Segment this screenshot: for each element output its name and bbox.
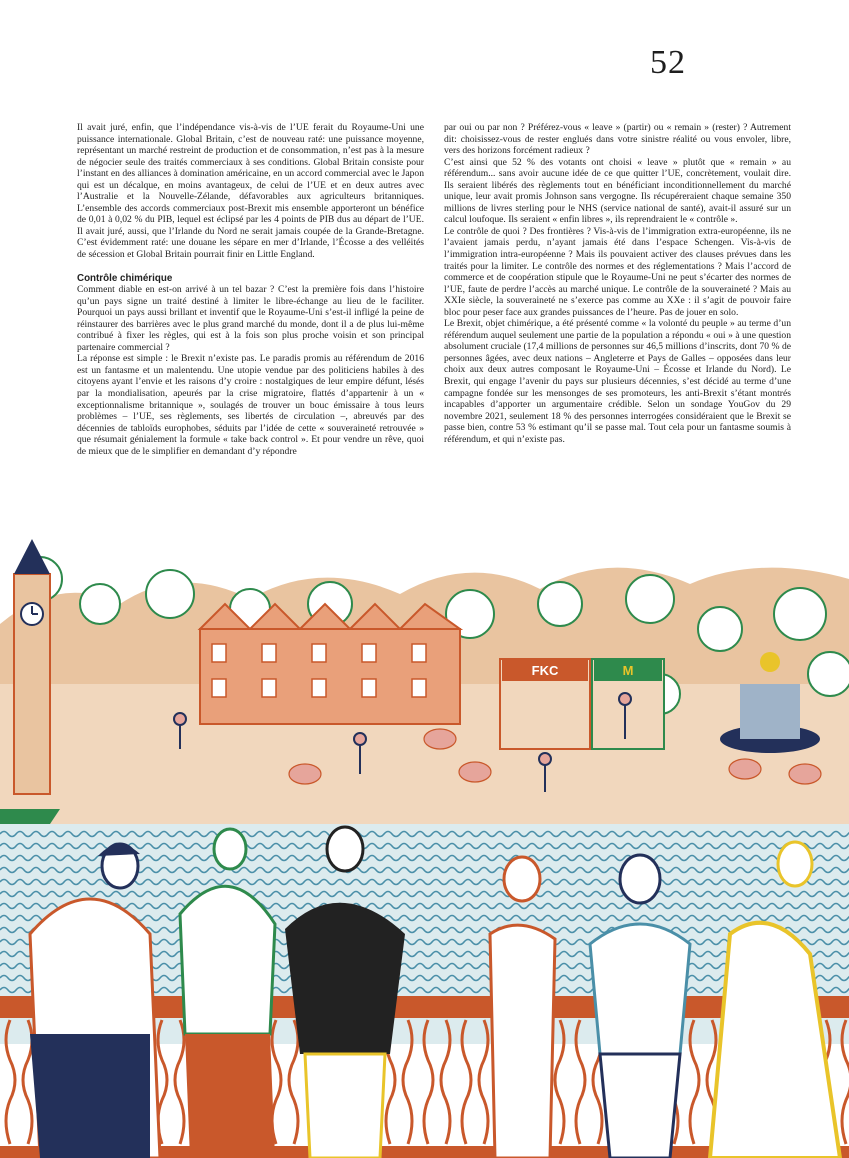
paragraph: C’est ainsi que 52 % des votants ont choisi « leave » plutôt que « remain » au référendum... sans avoir aucune idée de ce que quitter l’UE, concrètement, voulait dire. Ils seraient libérés des règlements tout en bénéficiant inconditionnellement du marché unique, leur avait promis Johnson sans vergogne. Ils récupéreraient chaque semaine 350 millions de livres sterling pour le NHS (service national de santé), avait-il assuré sur un calcul loufoque. Ils seraient « enfin libres », ils reprendraient le « contrôle ». — [444, 156, 791, 226]
shop-fkc-sign: FKC — [531, 663, 559, 678]
terraced-houses — [200, 604, 460, 724]
paragraph: La réponse est simple : le Brexit n’existe pas. Le paradis promis au référendum de 2016 est un fantasme et un malentendu. Une utopie vendue par des politiciens habiles à des citoyens ayant l’envie et les raisons d’y croire : nostalgiques de leur empire défunt, lésés par la mondialisation, apeurés par la crise migratoire, flattés d’appartenir à un « exceptionnalisme britannique », soulagés de trouver un bouc émissaire à tous leurs problèmes – l’UE, ses règlements, ses libertés de circulation –, abreuvés par des décennies de tabloïds europhobes, séduits par l’idée de cette « souveraineté retrouvée » que résumait génialement la formule « take back control ». Et pour vendre un rêve, quoi de mieux que de le simplifier en demandant d’y répondre — [77, 353, 424, 457]
big-ben — [14, 539, 50, 794]
illustration — [0, 534, 849, 1158]
article-column-right — [444, 122, 791, 445]
shop-fkc — [500, 659, 590, 749]
article-column-left — [77, 122, 424, 457]
paragraph: Comment diable en est-on arrivé à un tel bazar ? C’est la première fois dans l’histoire qu’un pays signe un traité destiné à limiter le libre-échange au lieu de le faciliter. Pourquoi un pays aussi brillant et inventif que le Royaume-Uni s’est-il infligé la peine de réinstaurer des barrières avec le plus grand marché du monde, dont il a de plus lui-même contribué à fixer les règles, qui est à la fois son plus proche voisin et son principal partenaire commercial ? — [77, 284, 424, 353]
paragraph: par oui ou par non ? Préférez-vous « leave » (partir) ou « remain » (rester) ? Autrement dit: choisissez-vous de rester englués dans votre sinistre réalité ou vous envoler, libre, vers des horizons forcément radieux ? — [444, 122, 791, 157]
shop-m-sign: M — [622, 663, 634, 678]
paragraph: Il avait juré, enfin, que l’indépendance vis-à-vis de l’UE ferait du Royaume-Uni une puissance internationale. Global Britain, c’est de nouveau raté: une puissance moyenne, représentant un marché restreint de production et de consommation, n’est pas à la mesure de négocier seule des traités commerciaux à ses conditions. Global Britain consiste pour l’instant en des alliances à domination américaine, en un accord commercial avec le Japon qui est un décalque, en moins avantageux, de celui de l’UE et en deux autres avec l’Australie et la Nouvelle-Zélande, défavorables aux agriculteurs britanniques. L’ensemble des accords commerciaux post-Brexit mis ensemble apporteront un bénéfice de 0,01 à 0,02 % du PIB, lequel est éclipsé par les 4 points de PIB dus au départ de l’UE. Il avait juré, aussi, que l’Irlande du Nord ne serait jamais coupée de la Grande-Bretagne. C’est évidemment raté: une douane les sépare en mer d’Irlande, l’Écosse a des velléités de sécession et Global Britain pourrait finir en Little England. — [77, 122, 424, 261]
illustration-svg — [0, 534, 849, 1158]
page-number: 52 — [650, 44, 686, 81]
paragraph: Le contrôle de quoi ? Des frontières ? Vis-à-vis de l’immigration extra-européenne, ils ne l’avaient jamais perdu, n’ayant jamais été dans l’espace Schengen. Vis-à-vis de l’immigration intra-européenne ? Mais ils pouvaient activer des clauses prévues dans les traités pour la limiter. Le contrôle des normes et des réglementations ? Mais l’accord de commerce et de coopération stipule que le Royaume-Uni ne peut s’écarter des normes de l’UE, faute de perdre l’accès au marché unique. Le contrôle de la souveraineté ? Mais au XXIe siècle, la souveraineté ne s’exerce pas comme au XXe : il s’agit de pouvoir faire bloc pour peser face aux grandes puissances de l’heure. Pas de jouer en solo. — [444, 225, 791, 318]
subheading: Contrôle chimérique — [77, 272, 173, 284]
paragraph: Le Brexit, objet chimérique, a été présenté comme « la volonté du peuple » au terme d’un référendum auquel seulement une partie de la population a répondu « oui » à une question absolument cruciale (17,4 millions de personnes sur 46,5 millions d’inscrits, dont 70 % de personnes âgées, avec deux nations – Angleterre et Pays de Galles – opposées dans leur choix aux deux autres composant le Royaume-Uni – Écosse et Irlande du Nord). Le Brexit, qui engage l’avenir du pays sur plusieurs décennies, s’est décidé au terme d’une campagne fondée sur les mensonges de ses promoteurs, les anti-Brexit s’étant montrés incapables d’apporter un argumentaire crédible. Selon un sondage YouGov du 29 novembre 2021, seulement 18 % des personnes interrogées considéraient que le Brexit se passe bien, contre 53 % estimant qu’il se passe mal. Tout cela pour un fantasme soumis à référendum, et qui n’existe pas. — [444, 318, 791, 445]
